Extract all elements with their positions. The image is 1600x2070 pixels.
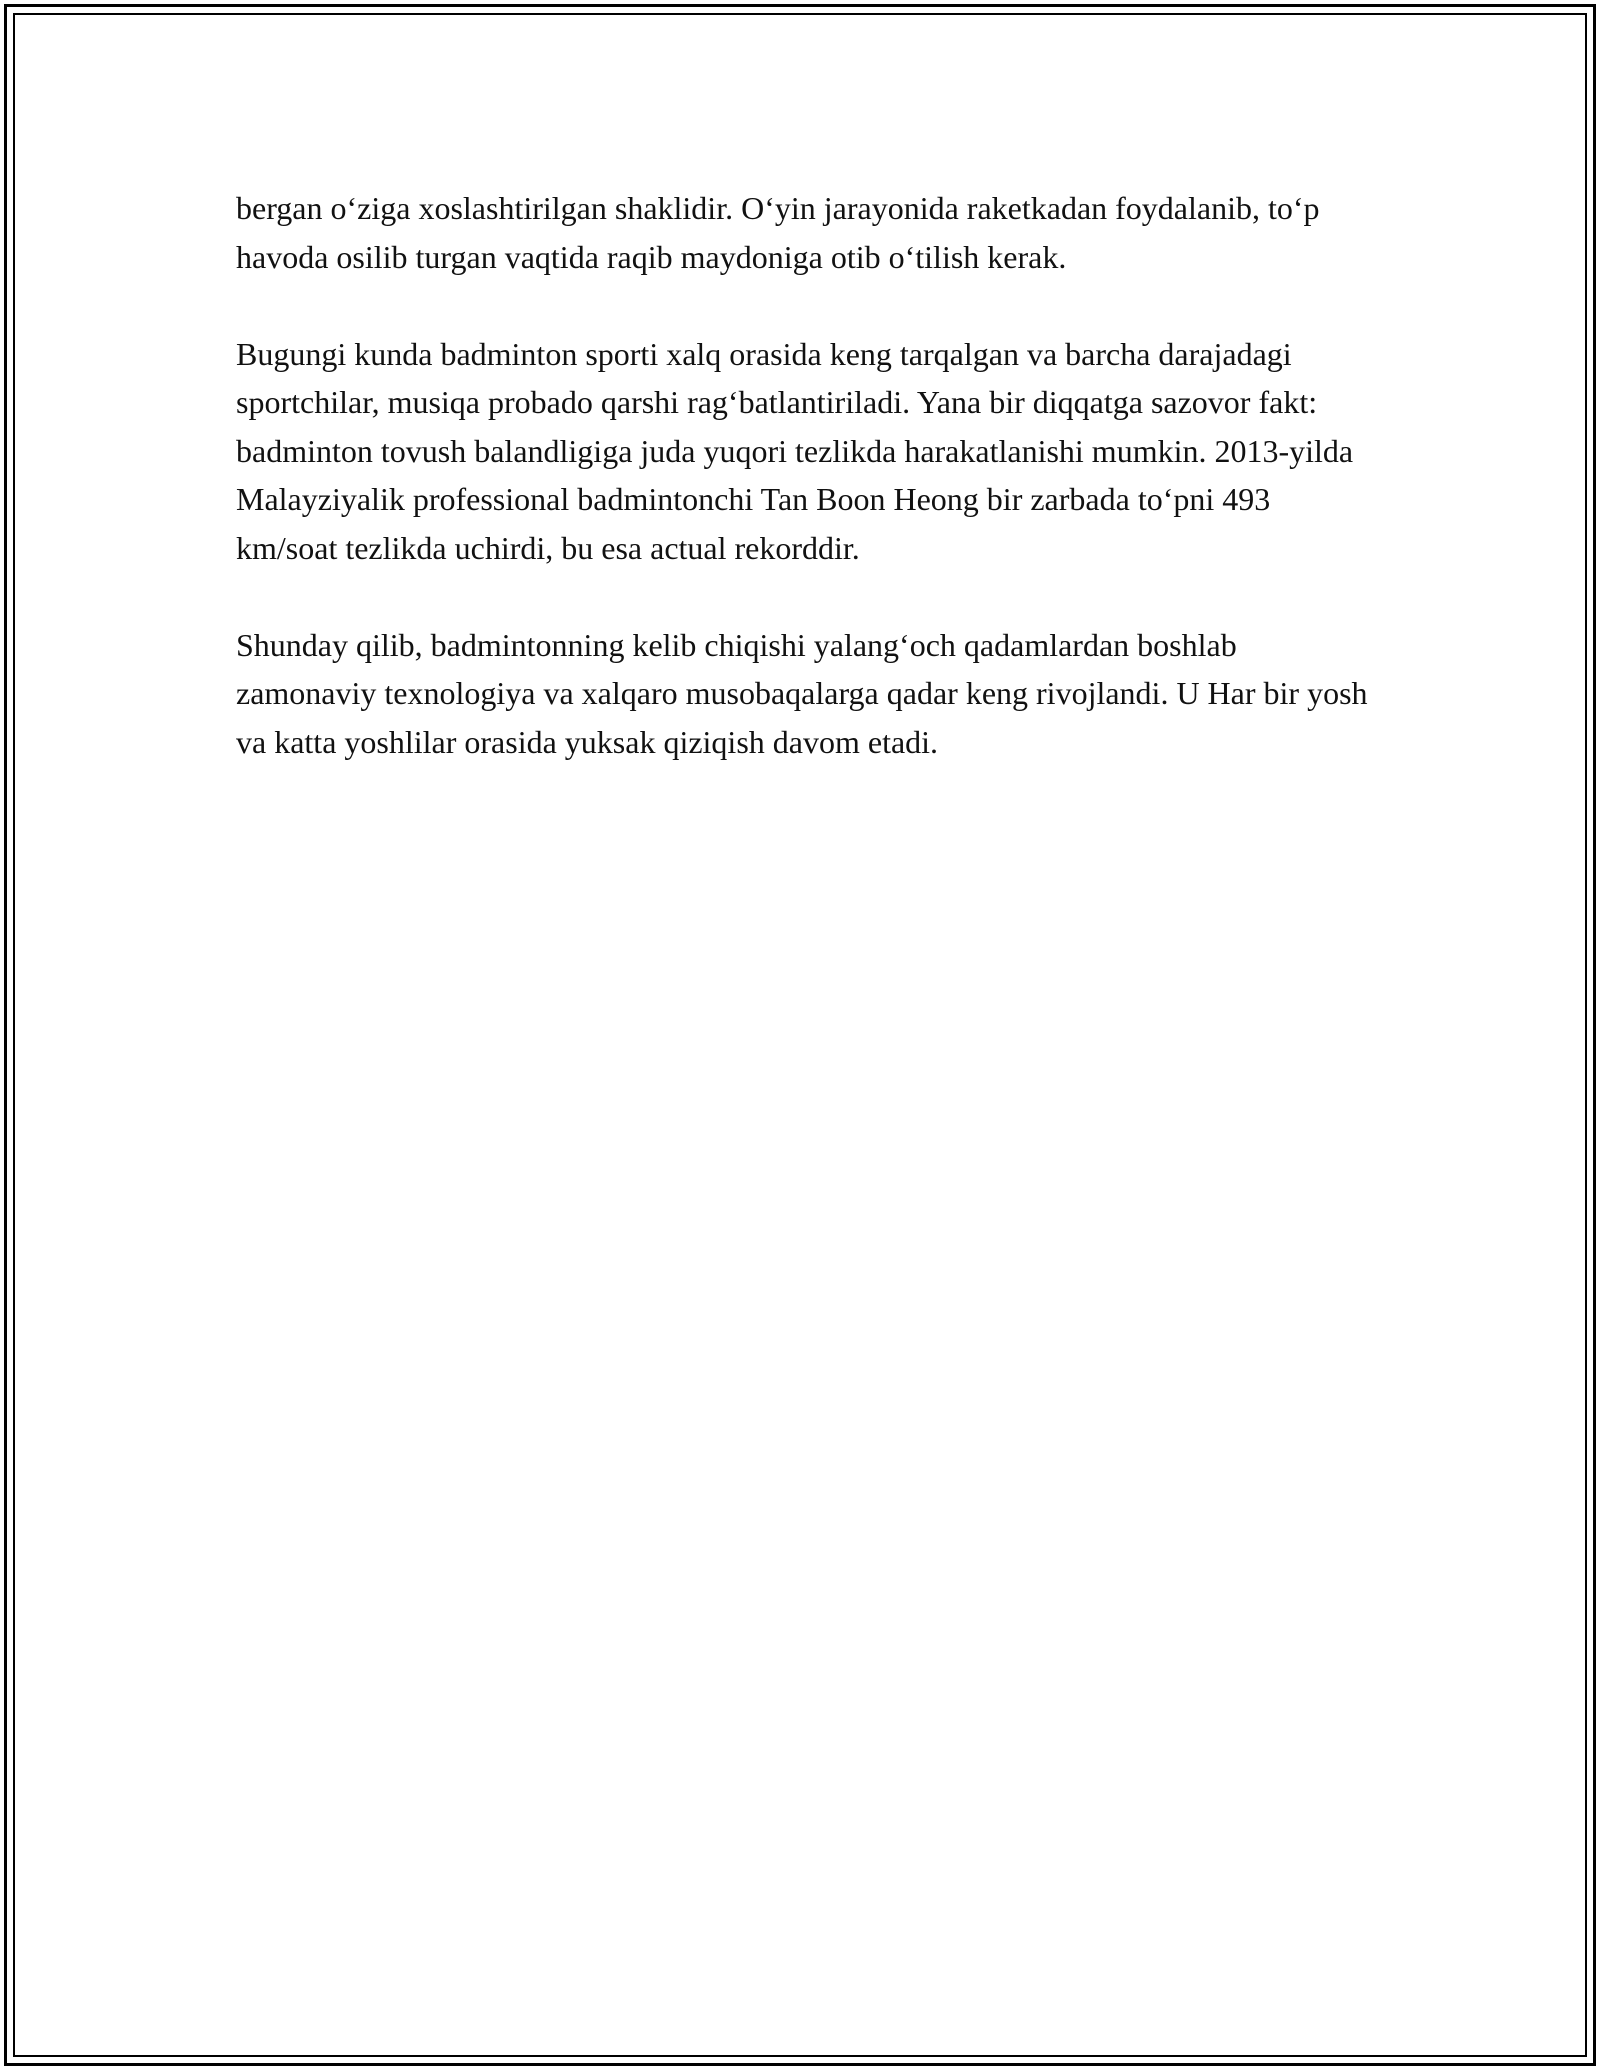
paragraph-1: bergan o‘ziga xoslashtirilgan shaklidir. O‘yin jarayonida raketkadan foydalanib, to‘p havoda osilib turgan vaqtida raqib maydoniga otib o‘tilish kerak. xyxy=(236,190,1320,275)
document-body xyxy=(236,184,1376,815)
paragraph-2: Bugungi kunda badminton sporti xalq orasida keng tarqalgan va barcha darajadagi sportchilar, musiqa probado qarshi rag‘batlantiriladi. Yana bir diqqatga sazovor fakt: badminton tovush balandligiga juda yuqori tezlikda harakatlanishi mumkin. 2013-yilda Malayziyalik professional badmintonchi Tan Boon Heong bir zarbada to‘pni 493 km/soat tezlikda uchirdi, bu esa actual rekorddir. xyxy=(236,335,1354,566)
paragraph-3: Shunday qilib, badmintonning kelib chiqishi yalang‘och qadamlardan boshlab zamonaviy texnologiya va xalqaro musobaqalarga qadar keng rivojlandi. U Har bir yosh va katta yoshlilar orasida yuksak qiziqish davom etadi. xyxy=(236,626,1368,760)
